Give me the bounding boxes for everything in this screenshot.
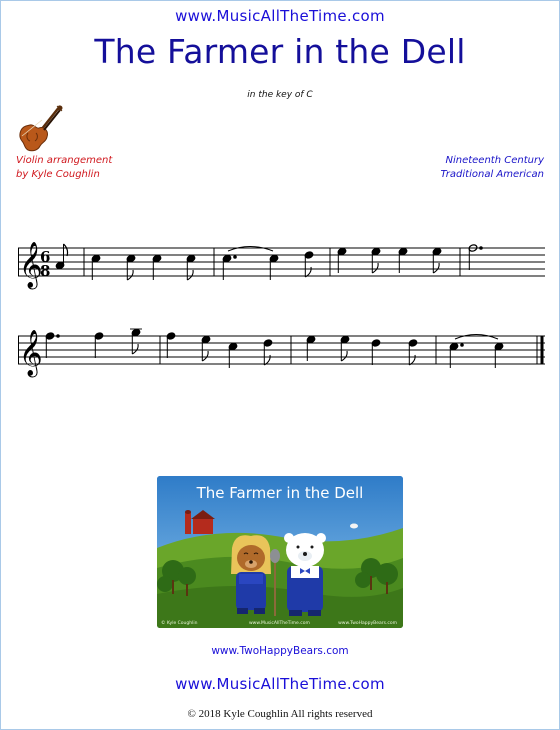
arrangement-line-2: by Kyle Coughlin bbox=[16, 169, 100, 180]
time-signature-bottom: 8 bbox=[40, 262, 51, 280]
illustration-title: The Farmer in the Dell bbox=[196, 484, 364, 502]
two-happy-bears-illustration[interactable] bbox=[157, 476, 403, 628]
site-link-top[interactable]: www.MusicAllTheTime.com bbox=[175, 7, 385, 25]
arrangement-credit bbox=[16, 154, 112, 182]
violin-icon bbox=[16, 100, 64, 152]
site-link-bottom[interactable]: www.MusicAllTheTime.com bbox=[175, 675, 385, 693]
page-title: The Farmer in the Dell bbox=[94, 32, 466, 71]
key-note: in the key of C bbox=[247, 90, 313, 100]
arrangement-line-1: Violin arrangement bbox=[16, 155, 113, 166]
treble-clef-icon: 𝄞 bbox=[19, 330, 43, 376]
music-staff-2 bbox=[18, 320, 545, 380]
illustration-site-mid: www.MusicAllTheTime.com bbox=[249, 621, 310, 626]
two-happy-bears-link[interactable]: www.TwoHappyBears.com bbox=[211, 645, 349, 657]
origin-line-2: Traditional American bbox=[440, 169, 544, 180]
copyright-notice: © 2018 Kyle Coughlin All rights reserved bbox=[187, 708, 373, 720]
music-staff-1 bbox=[18, 232, 545, 292]
illustration-site-right: www.TwoHappyBears.com bbox=[338, 621, 397, 626]
time-signature-top: 6 bbox=[40, 248, 51, 266]
origin-credit bbox=[440, 154, 544, 182]
illustration-copyright: © Kyle Coughlin bbox=[161, 621, 198, 626]
treble-clef-icon: 𝄞 bbox=[19, 242, 43, 288]
origin-line-1: Nineteenth Century bbox=[445, 155, 544, 166]
